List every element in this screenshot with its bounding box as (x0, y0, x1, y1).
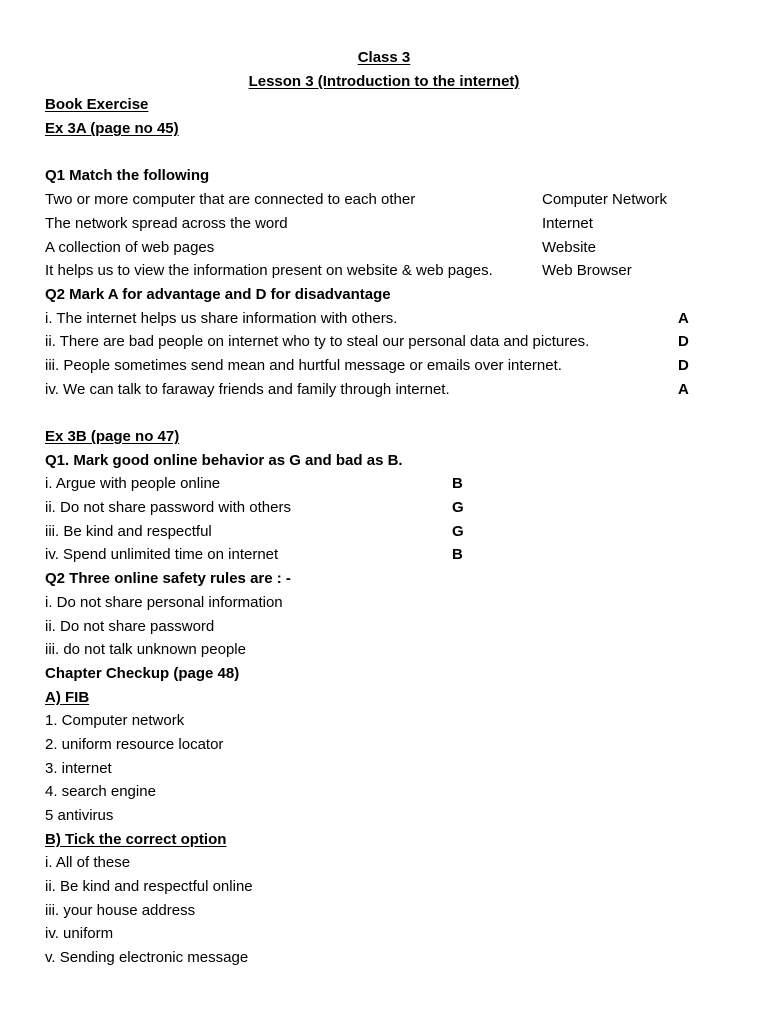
adv-item-text: i. The internet helps us share information with others. (45, 309, 398, 327)
class-title: Class 3 (357, 49, 411, 66)
match-left: It helps us to view the information present on website & web pages. (45, 262, 493, 280)
tick-item: iv. uniform (45, 925, 114, 943)
match-right: Website (542, 238, 596, 256)
safety-rule: iii. do not talk unknown people (45, 641, 246, 659)
adv-item-answer: A (678, 380, 689, 398)
behavior-item-text: ii. Do not share password with others (45, 499, 291, 517)
tick-item: ii. Be kind and respectful online (45, 878, 253, 896)
tick-heading: B) Tick the correct option (45, 830, 227, 848)
behavior-item-answer: G (452, 522, 464, 540)
ex3b-q2-heading: Q2 Three online safety rules are : - (45, 570, 291, 588)
match-row (45, 212, 745, 236)
behavior-item (45, 543, 745, 567)
adv-item (45, 378, 745, 402)
adv-item-text: iv. We can talk to faraway friends and family through internet. (45, 380, 450, 398)
safety-rule: ii. Do not share password (45, 617, 215, 635)
adv-item-text: iii. People sometimes send mean and hurtful message or emails over internet. (45, 356, 562, 374)
behavior-item (45, 472, 745, 496)
behavior-item-text: i. Argue with people online (45, 475, 221, 493)
match-left: Two or more computer that are connected to each other (45, 191, 416, 209)
tick-item: v. Sending electronic message (45, 949, 249, 967)
book-exercise-heading: Book Exercise (45, 96, 149, 114)
spacer (45, 401, 745, 425)
behavior-item (45, 520, 745, 544)
fib-item: 2. uniform resource locator (45, 735, 224, 753)
fib-item: 1. Computer network (45, 712, 185, 730)
behavior-item-text: iii. Be kind and respectful (45, 522, 212, 540)
adv-item-text: ii. There are bad people on internet who ty to steal our personal data and pictures. (45, 333, 590, 351)
match-right: Web Browser (542, 262, 632, 280)
chapter-checkup-heading: Chapter Checkup (page 48) (45, 664, 240, 682)
document-page (45, 46, 745, 970)
match-row (45, 259, 745, 283)
adv-item (45, 330, 745, 354)
behavior-item-text: iv. Spend unlimited time on internet (45, 546, 279, 564)
fib-heading: A) FIB (45, 688, 90, 706)
adv-item (45, 354, 745, 378)
ex3a-heading: Ex 3A (page no 45) (45, 120, 179, 138)
match-right: Internet (542, 214, 593, 232)
q1-match-heading: Q1 Match the following (45, 167, 210, 185)
fib-item: 3. internet (45, 759, 112, 777)
ex3b-q1-heading: Q1. Mark good online behavior as G and bad as B. (45, 451, 403, 469)
match-row (45, 188, 745, 212)
ex3b-heading: Ex 3B (page no 47) (45, 428, 180, 445)
adv-item-answer: D (678, 333, 689, 351)
q2-adv-heading: Q2 Mark A for advantage and D for disadvantage (45, 285, 391, 303)
lesson-title: Lesson 3 (Introduction to the internet) (248, 72, 520, 90)
tick-item: iii. your house address (45, 901, 196, 919)
spacer (45, 141, 745, 165)
safety-rule: i. Do not share personal information (45, 593, 283, 611)
match-right: Computer Network (542, 191, 668, 209)
fib-item: 5 antivirus (45, 807, 114, 824)
behavior-item-answer: B (452, 475, 463, 493)
behavior-item-answer: B (452, 546, 463, 564)
behavior-item-answer: G (452, 499, 464, 517)
adv-item (45, 307, 745, 331)
adv-item-answer: D (678, 356, 689, 374)
match-left: A collection of web pages (45, 238, 215, 256)
match-left: The network spread across the word (45, 214, 288, 232)
match-row (45, 236, 745, 260)
adv-item-answer: A (678, 309, 689, 327)
behavior-item (45, 496, 745, 520)
fib-item: 4. search engine (45, 783, 156, 801)
tick-item: i. All of these (45, 854, 131, 872)
